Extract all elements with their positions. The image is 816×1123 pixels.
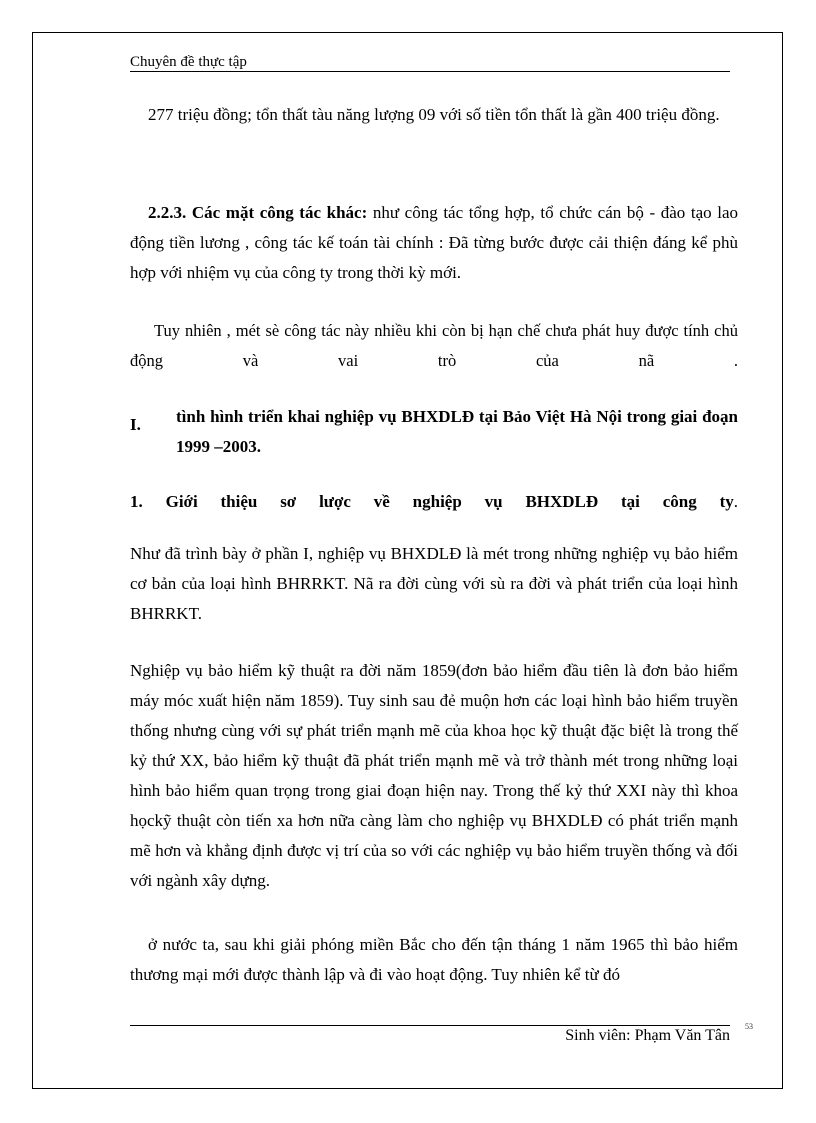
subsection-heading-1-text: 1. Giới thiệu sơ lược về nghiệp vụ BHXDLĐ tại công ty — [130, 492, 734, 511]
paragraph-loss-amount: 277 triệu đồng; tổn thất tàu năng lượng 09 với số tiền tổn thất là gần 400 triệu đồng. — [148, 105, 720, 124]
footer-divider — [130, 1025, 730, 1026]
page-header-title: Chuyên đề thực tập — [130, 54, 247, 70]
paragraph-limitations: Tuy nhiên , mét sè công tác này nhiều khi còn bị hạn chế chưa phát huy được tính chủ động và vai trò của nã . — [130, 321, 738, 370]
section-title: tình hình triển khai nghiệp vụ BHXDLĐ tại Bảo Việt Hà Nội trong giai đoạn 1999 –2003. — [176, 407, 738, 456]
section-number: I. — [130, 415, 141, 434]
paragraph-other-work-text: như công tác tổng hợp, tổ chức cán bộ - đào tạo lao động tiền lương , công tác kế toán tài chính : Đã từng bước được cải thiện đáng kể phù hợp với nhiệm vụ của công ty trong thời kỳ mới. — [130, 203, 739, 282]
paragraph-vietnam: ở nước ta, sau khi giải phóng miền Bắc cho đến tận tháng 1 năm 1965 thì bảo hiểm thương mại mới được thành lập và đi vào hoạt động. Tuy nhiên kể từ đó — [130, 935, 738, 984]
subsection-heading-1 — [130, 487, 738, 517]
subsection-heading-1-period: . — [733, 492, 738, 511]
header-divider — [130, 71, 730, 72]
paragraph-history: Nghiệp vụ bảo hiểm kỹ thuật ra đời năm 1859(đơn bảo hiểm đầu tiên là đơn bảo hiểm máy móc xuất hiện năm 1859). Tuy sinh sau đẻ muộn hơn các loại hình bảo hiểm truyền thống nhưng cùng với sự phát triển mạnh mẽ của khoa học kỹ thuật đặc biệt là trong thế kỷ thứ XX, bảo hiểm kỹ thuật đã phát triển mạnh mẽ và trở thành mét trong những loại hình bảo hiểm quan trọng trong giai đoạn hiện nay. Trong thế kỷ thứ XXI này thì khoa họckỹ thuật còn tiến xa hơn nữa càng làm cho nghiệp vụ BHXDLĐ có phát triển mạnh mẽ hơn và khẳng định được vị trí của so với các nghiệp vụ bảo hiểm truyền thống và đối với ngành xây dựng. — [130, 661, 738, 890]
paragraph-other-work — [130, 198, 738, 288]
paragraph-introduction: Như đã trình bày ở phần I, nghiệp vụ BHXDLĐ là mét trong những nghiệp vụ bảo hiểm cơ bản của loại hình BHRRKT. Nã ra đời cùng với sù ra đời và phát triển của loại hình BHRRKT. — [130, 544, 738, 623]
page-number: 53 — [745, 1022, 753, 1031]
footer-author: Sinh viên: Phạm Văn Tân — [565, 1027, 730, 1044]
subsection-heading-2-2-3: 2.2.3. Các mặt công tác khác: — [148, 203, 368, 222]
